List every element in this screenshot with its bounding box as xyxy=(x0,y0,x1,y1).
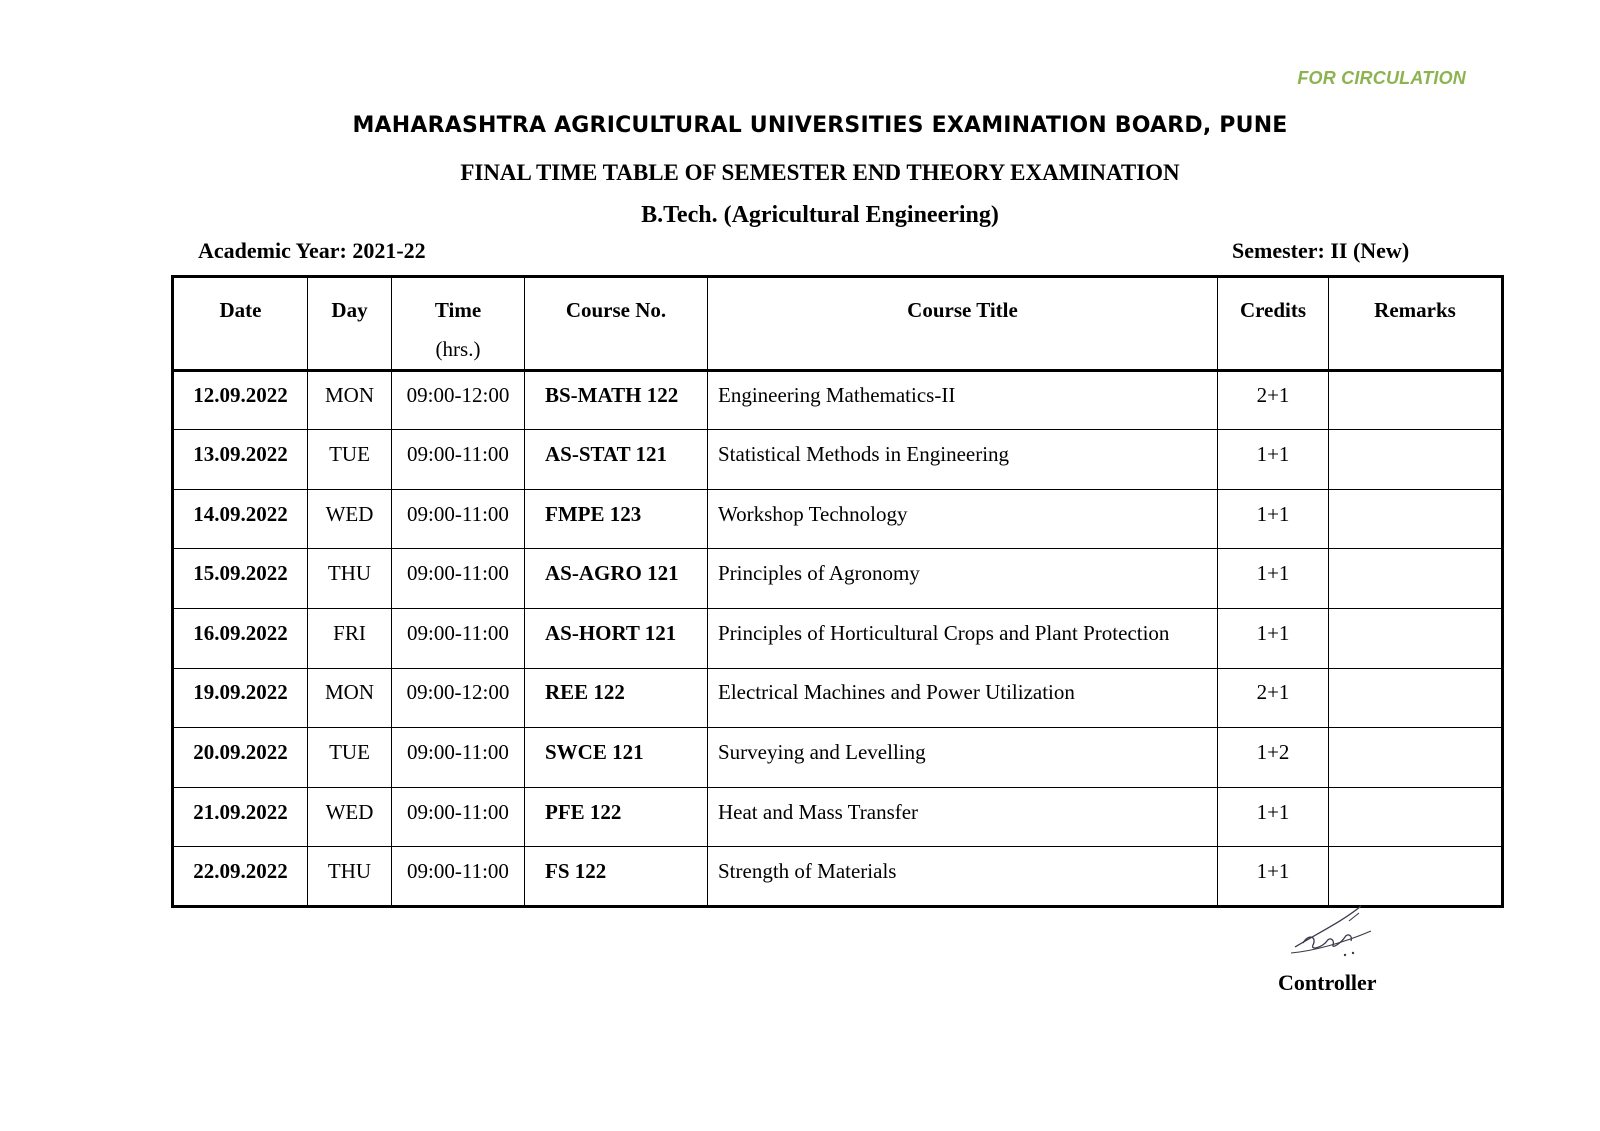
signature-icon xyxy=(1283,903,1383,961)
cell-date: 20.09.2022 xyxy=(173,728,308,788)
cell-course-no: AS-STAT 121 xyxy=(525,430,708,490)
cell-course-title: Surveying and Levelling xyxy=(708,728,1218,788)
cell-remarks xyxy=(1329,847,1503,907)
cell-course-title: Principles of Agronomy xyxy=(708,549,1218,609)
cell-day: MON xyxy=(308,370,392,430)
table-row xyxy=(173,728,1503,788)
cell-course-no: SWCE 121 xyxy=(525,728,708,788)
circulation-label: FOR CIRCULATION xyxy=(1297,68,1466,88)
cell-course-title: Engineering Mathematics-II xyxy=(708,370,1218,430)
cell-date: 16.09.2022 xyxy=(173,609,308,669)
academic-year: Academic Year: 2021-22 xyxy=(198,238,426,263)
cell-date: 13.09.2022 xyxy=(173,430,308,490)
table-row xyxy=(173,609,1503,669)
cell-date: 21.09.2022 xyxy=(173,787,308,847)
cell-course-no: PFE 122 xyxy=(525,787,708,847)
cell-course-title: Electrical Machines and Power Utilization xyxy=(708,668,1218,728)
cell-credits: 1+1 xyxy=(1218,787,1329,847)
cell-remarks xyxy=(1329,489,1503,549)
cell-time: 09:00-11:00 xyxy=(392,847,525,907)
cell-course-no: AS-HORT 121 xyxy=(525,609,708,669)
cell-course-title: Strength of Materials xyxy=(708,847,1218,907)
board-title: MAHARASHTRA AGRICULTURAL UNIVERSITIES EXAMINATION BOARD, PUNE xyxy=(352,113,1288,138)
cell-credits: 2+1 xyxy=(1218,668,1329,728)
program-title: B.Tech. (Agricultural Engineering) xyxy=(641,202,999,228)
cell-date: 19.09.2022 xyxy=(173,668,308,728)
exam-timetable xyxy=(171,275,1504,908)
cell-time: 09:00-11:00 xyxy=(392,728,525,788)
cell-date: 15.09.2022 xyxy=(173,549,308,609)
cell-course-no: REE 122 xyxy=(525,668,708,728)
table-row xyxy=(173,847,1503,907)
cell-credits: 1+1 xyxy=(1218,609,1329,669)
cell-course-no: BS-MATH 122 xyxy=(525,370,708,430)
table-row xyxy=(173,549,1503,609)
cell-remarks xyxy=(1329,430,1503,490)
cell-day: MON xyxy=(308,668,392,728)
cell-remarks xyxy=(1329,370,1503,430)
cell-day: THU xyxy=(308,847,392,907)
cell-remarks xyxy=(1329,787,1503,847)
table-row xyxy=(173,370,1503,430)
cell-day: WED xyxy=(308,787,392,847)
header-credits: Credits xyxy=(1218,277,1329,371)
header-date: Date xyxy=(173,277,308,371)
header-remarks: Remarks xyxy=(1329,277,1503,371)
header-time-unit: (hrs.) xyxy=(435,336,481,361)
cell-credits: 1+1 xyxy=(1218,430,1329,490)
cell-course-no: FMPE 123 xyxy=(525,489,708,549)
cell-time: 09:00-12:00 xyxy=(392,668,525,728)
cell-day: TUE xyxy=(308,728,392,788)
header-course-no: Course No. xyxy=(525,277,708,371)
cell-credits: 1+1 xyxy=(1218,847,1329,907)
cell-credits: 1+2 xyxy=(1218,728,1329,788)
cell-remarks xyxy=(1329,609,1503,669)
signatory-title: Controller xyxy=(1278,970,1377,995)
cell-course-title: Statistical Methods in Engineering xyxy=(708,430,1218,490)
table-row xyxy=(173,430,1503,490)
cell-date: 22.09.2022 xyxy=(173,847,308,907)
cell-course-title: Workshop Technology xyxy=(708,489,1218,549)
cell-credits: 2+1 xyxy=(1218,370,1329,430)
header-day: Day xyxy=(308,277,392,371)
table-row xyxy=(173,489,1503,549)
cell-remarks xyxy=(1329,728,1503,788)
cell-remarks xyxy=(1329,549,1503,609)
cell-remarks xyxy=(1329,668,1503,728)
table-row xyxy=(173,787,1503,847)
table-header-row xyxy=(173,277,1503,371)
semester-label: Semester: II (New) xyxy=(1232,238,1410,263)
cell-time: 09:00-11:00 xyxy=(392,787,525,847)
cell-time: 09:00-12:00 xyxy=(392,370,525,430)
cell-time: 09:00-11:00 xyxy=(392,609,525,669)
header-time-label: Time xyxy=(434,298,482,322)
cell-course-title: Principles of Horticultural Crops and Plant Protection xyxy=(708,609,1218,669)
cell-time: 09:00-11:00 xyxy=(392,430,525,490)
cell-date: 12.09.2022 xyxy=(173,370,308,430)
cell-date: 14.09.2022 xyxy=(173,489,308,549)
cell-time: 09:00-11:00 xyxy=(392,489,525,549)
cell-credits: 1+1 xyxy=(1218,549,1329,609)
cell-time: 09:00-11:00 xyxy=(392,549,525,609)
cell-course-title: Heat and Mass Transfer xyxy=(708,787,1218,847)
cell-course-no: FS 122 xyxy=(525,847,708,907)
table-row xyxy=(173,668,1503,728)
cell-course-no: AS-AGRO 121 xyxy=(525,549,708,609)
cell-day: FRI xyxy=(308,609,392,669)
cell-day: THU xyxy=(308,549,392,609)
cell-day: TUE xyxy=(308,430,392,490)
header-course-title: Course Title xyxy=(708,277,1218,371)
document-title: FINAL TIME TABLE OF SEMESTER END THEORY EXAMINATION xyxy=(460,160,1180,185)
header-time xyxy=(392,277,525,371)
cell-credits: 1+1 xyxy=(1218,489,1329,549)
cell-day: WED xyxy=(308,489,392,549)
